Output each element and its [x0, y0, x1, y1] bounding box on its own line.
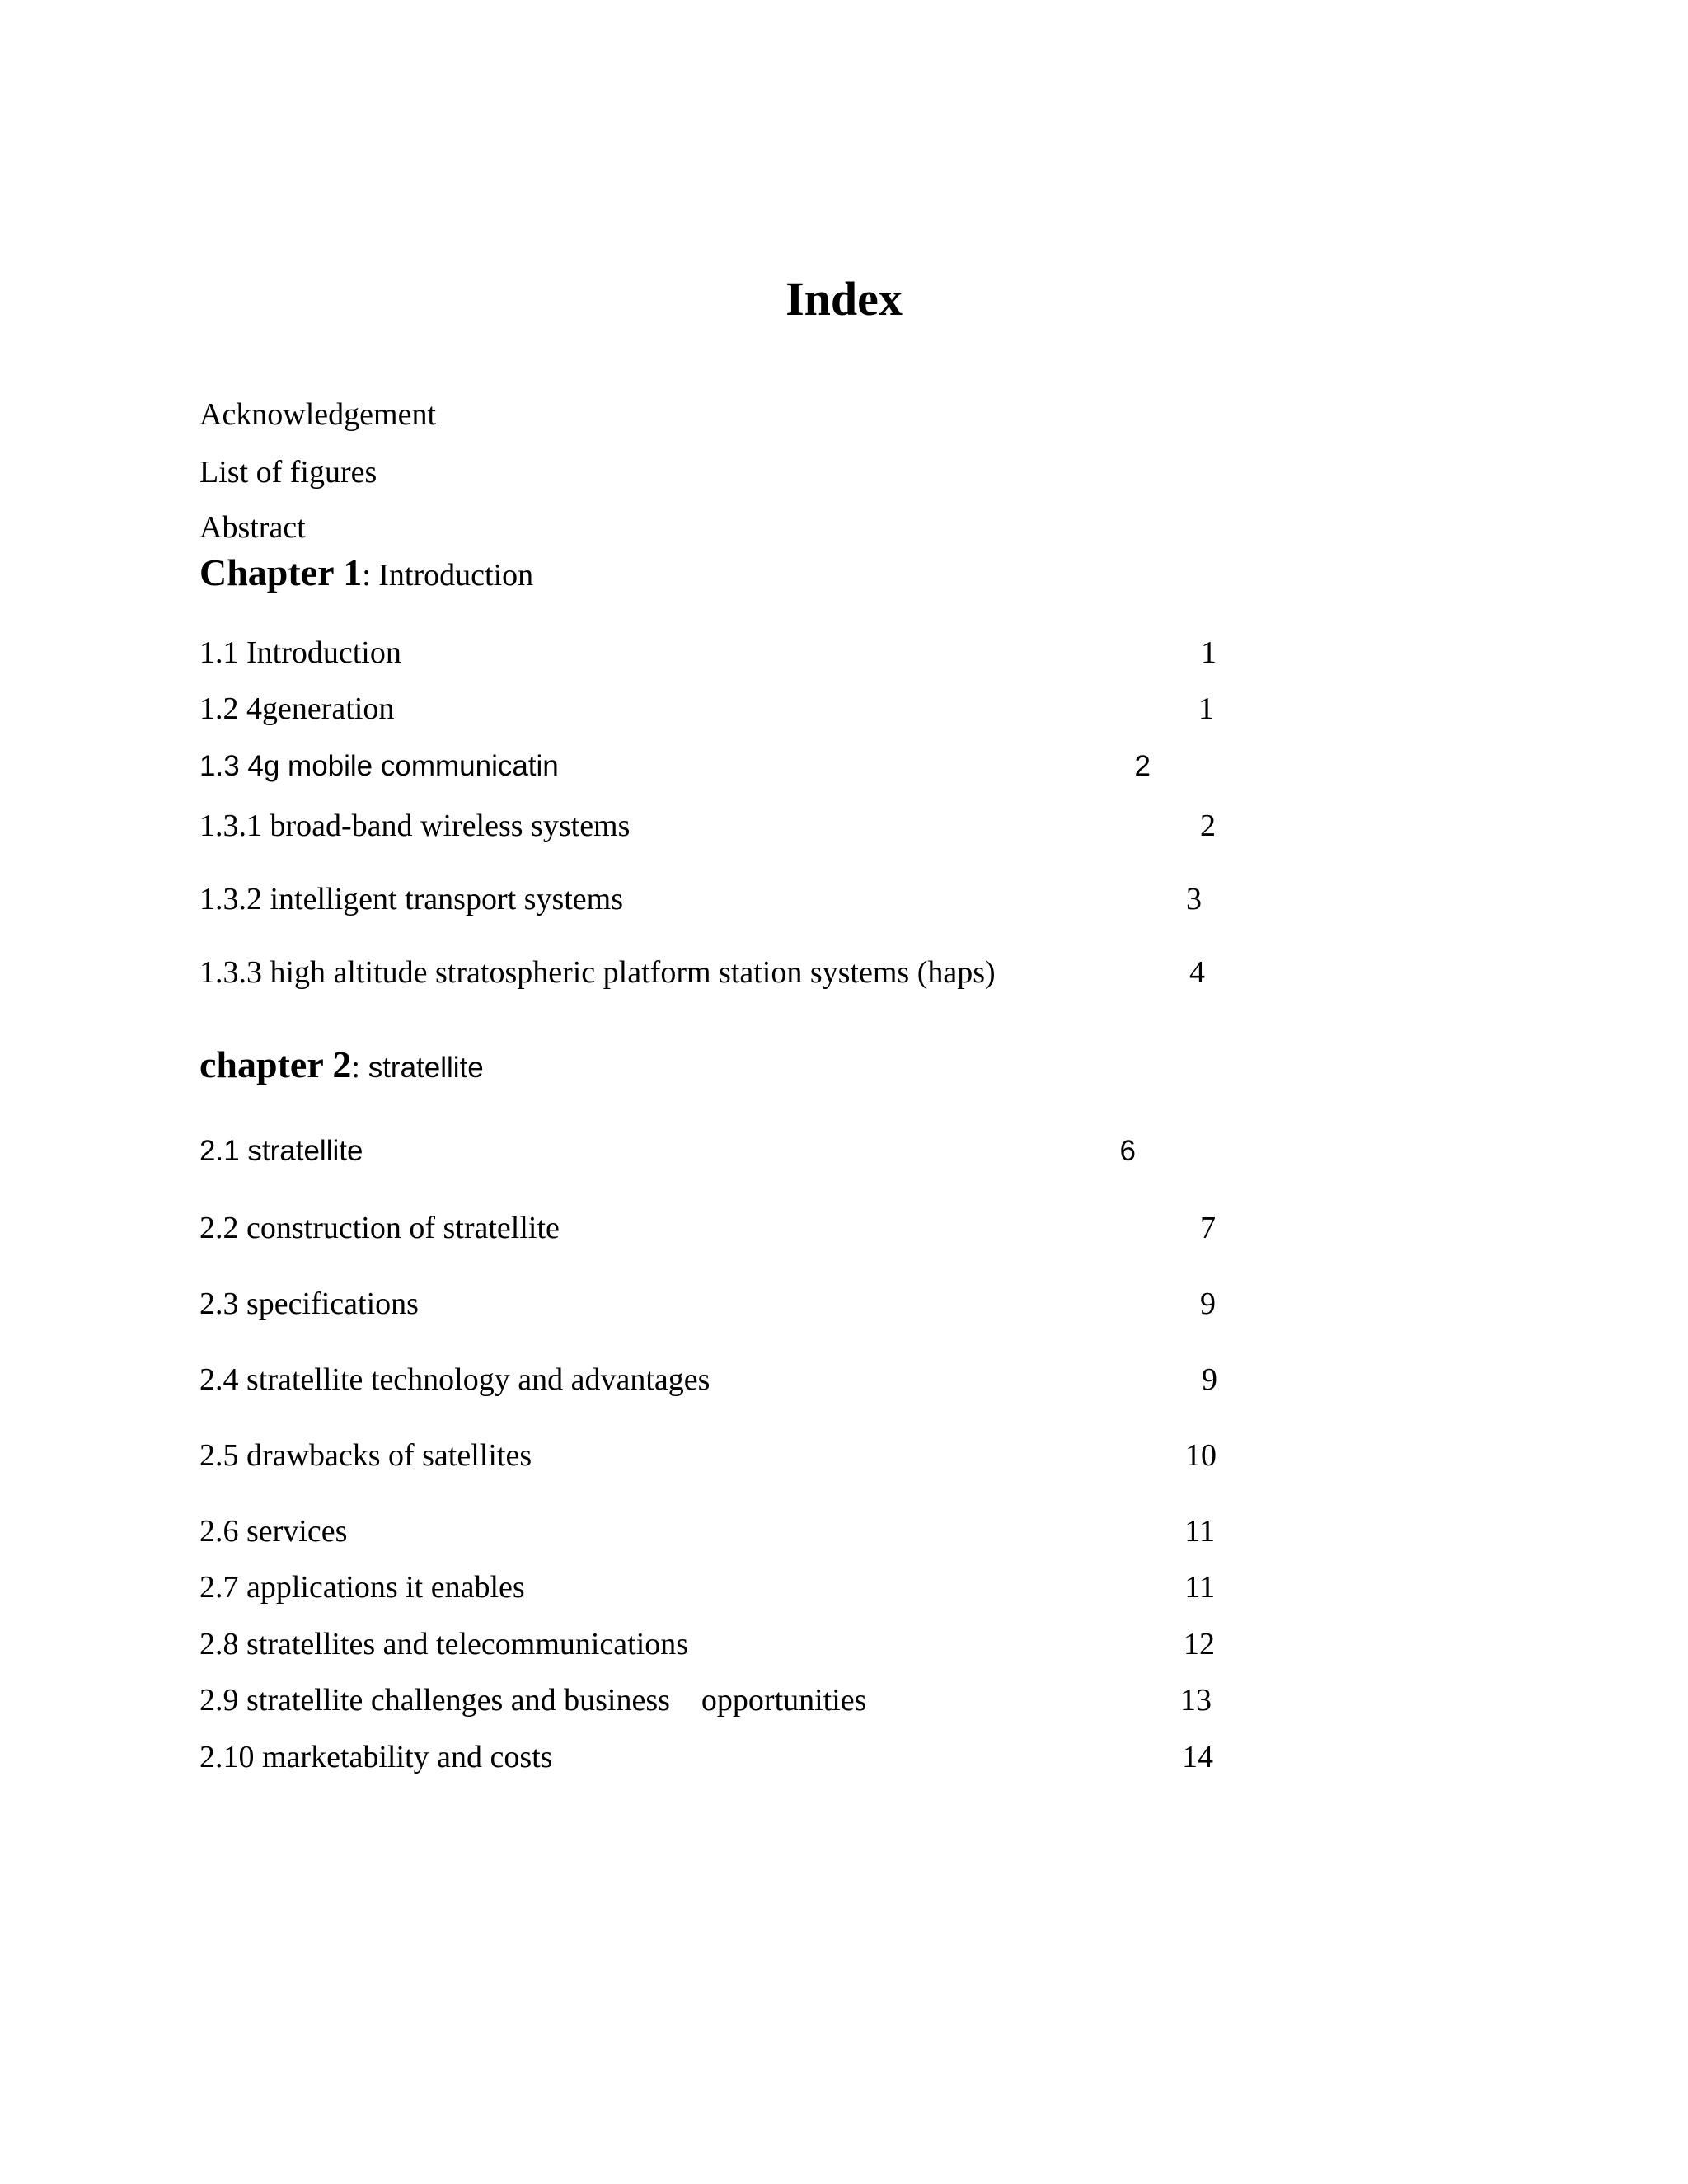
chapter-2-label: chapter 2 — [199, 1043, 352, 1085]
toc-page-number: 11 — [1184, 1514, 1215, 1549]
toc-page-number: 9 — [1202, 1362, 1217, 1397]
toc-page-number: 2 — [1200, 808, 1216, 843]
toc-entry-text: 2.7 applications it enables — [199, 1570, 525, 1605]
toc-entry-text: 2.2 construction of stratellite — [199, 1211, 560, 1245]
page-title: Index — [785, 272, 903, 326]
toc-entry-text: 2.1 stratellite — [199, 1135, 363, 1167]
chapter-2-name: stratellite — [359, 1052, 484, 1084]
toc-page-number: 2 — [1134, 750, 1151, 782]
toc-entry-text: 1.3 4g mobile communicatin — [199, 750, 559, 782]
toc-entry-text: 2.10 marketability and costs — [199, 1740, 553, 1774]
toc-entry-text: 2.9 stratellite challenges and business opportunities — [199, 1683, 867, 1718]
toc-page-number: 4 — [1189, 955, 1205, 990]
toc-entry-text: 1.3.2 intelligent transport systems — [199, 882, 624, 916]
toc-page-number: 11 — [1184, 1570, 1215, 1605]
toc-entry-text: 1.3.1 broad-band wireless systems — [199, 808, 631, 843]
toc-entry-text: 2.3 specifications — [199, 1286, 419, 1321]
toc-page-number: 10 — [1185, 1438, 1217, 1473]
chapter-1-name: Introduction — [370, 558, 534, 593]
toc-entry-text: 2.5 drawbacks of satellites — [199, 1438, 532, 1473]
toc-page-number: 9 — [1200, 1286, 1216, 1321]
toc-page-number: 1 — [1201, 635, 1217, 670]
front-matter-list-of-figures: List of figures — [199, 455, 377, 490]
toc-page-number: 13 — [1180, 1683, 1212, 1718]
front-matter-acknowledgement: Acknowledgement — [199, 397, 437, 432]
toc-page-number: 3 — [1186, 882, 1202, 916]
toc-page-number: 6 — [1119, 1135, 1136, 1167]
toc-page-number: 14 — [1182, 1740, 1213, 1774]
toc-entry-text: 2.8 stratellites and telecommunications — [199, 1627, 689, 1661]
toc-page-number: 12 — [1184, 1627, 1215, 1661]
chapter-1-label: Chapter 1 — [199, 551, 363, 593]
front-matter-abstract: Abstract — [199, 510, 306, 545]
toc-entry-text: 1.2 4generation — [199, 691, 395, 726]
chapter-2-separator: : — [351, 1050, 360, 1085]
toc-entry-text: 1.1 Introduction — [199, 635, 401, 670]
toc-page-number: 1 — [1198, 691, 1214, 726]
toc-page-number: 7 — [1200, 1211, 1216, 1245]
toc-entry-text: 2.4 stratellite technology and advantages — [199, 1362, 710, 1397]
toc-entry-text: 2.6 services — [199, 1514, 348, 1549]
chapter-1-separator: : — [362, 558, 371, 593]
toc-entry-text: 1.3.3 high altitude stratospheric platform station systems (haps) — [199, 955, 996, 990]
